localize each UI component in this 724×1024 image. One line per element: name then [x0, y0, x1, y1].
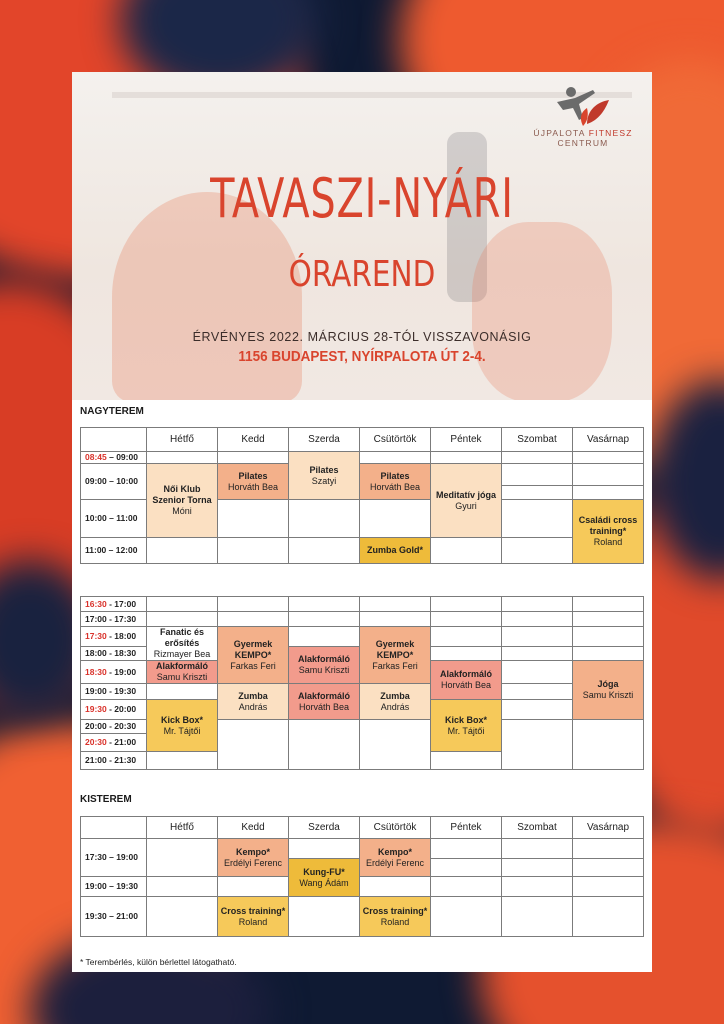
logo-name-part2: FITNESZ	[588, 128, 633, 138]
time-slot: 10:00 – 11:00	[81, 500, 147, 538]
time-slot: 11:00 – 12:00	[81, 538, 147, 564]
class-cell: Alakformáló Samu Kriszti	[147, 661, 218, 684]
class-cell: Női Klub Szenior Torna Móni	[147, 464, 218, 538]
day-header: Szombat	[502, 817, 573, 839]
class-cell: Alakformáló Samu Kriszti	[289, 647, 360, 684]
validity-text: ÉRVÉNYES 2022. MÁRCIUS 28-TÓL VISSZAVONÁSIG	[192, 330, 532, 344]
class-cell: Meditatív jóga Gyuri	[431, 464, 502, 538]
nagyterem-evening-table	[80, 596, 644, 770]
day-header: Péntek	[431, 817, 502, 839]
class-cell: Családi cross training* Roland	[573, 500, 644, 564]
day-header: Szerda	[289, 428, 360, 452]
class-cell: Cross training* Roland	[360, 897, 431, 937]
time-slot: 20:00 - 20:30	[81, 720, 147, 734]
day-header: Kedd	[218, 817, 289, 839]
time-slot: 19:30 – 21:00	[81, 897, 147, 937]
day-header: Péntek	[431, 428, 502, 452]
footnote: * Terembérlés, külön bérlettel látogatható.	[80, 957, 237, 967]
time-slot: 17:30 - 18:00	[81, 627, 147, 647]
time-slot: 19:00 – 19:30	[81, 877, 147, 897]
logo-name-line2: CENTRUM	[557, 138, 609, 148]
class-cell: Alakformáló Horváth Bea	[289, 684, 360, 720]
day-header: Kedd	[218, 428, 289, 452]
day-header: Vasárnap	[573, 817, 644, 839]
class-cell: Kempo* Erdélyi Ferenc	[360, 839, 431, 877]
time-slot: 09:00 – 10:00	[81, 464, 147, 500]
class-cell: Alakformáló Horváth Bea	[431, 661, 502, 700]
time-slot: 17:00 - 17:30	[81, 612, 147, 627]
logo-name-part1: ÚJPALOTA	[533, 128, 589, 138]
class-cell: Kempo* Erdélyi Ferenc	[218, 839, 289, 877]
class-cell: Cross training* Roland	[218, 897, 289, 937]
time-slot: 21:00 - 21:30	[81, 752, 147, 770]
time-slot: 08:45 – 09:00	[81, 452, 147, 464]
page-title: TAVASZI-NYÁRI	[210, 167, 514, 230]
gym-logo	[528, 84, 638, 148]
day-header: Csütörtök	[360, 817, 431, 839]
day-header: Szombat	[502, 428, 573, 452]
time-slot: 19:00 - 19:30	[81, 684, 147, 700]
class-cell: Jóga Samu Kriszti	[573, 661, 644, 720]
class-cell: Fanatic és erősítés Rizmayer Bea	[147, 627, 218, 661]
class-cell: Pilates Horváth Bea	[218, 464, 289, 500]
nagyterem-label: NAGYTEREM	[80, 406, 144, 417]
class-cell: Zumba András	[360, 684, 431, 720]
class-cell: Kung-FU* Wang Ádám	[289, 859, 360, 897]
time-slot: 17:30 – 19:00	[81, 839, 147, 877]
address-text: 1156 BUDAPEST, NYÍRPALOTA ÚT 2-4.	[238, 348, 486, 365]
day-header: Hétfő	[147, 817, 218, 839]
kisterem-label: KISTEREM	[80, 794, 132, 805]
day-header: Szerda	[289, 817, 360, 839]
header-row	[81, 428, 644, 452]
day-header: Csütörtök	[360, 428, 431, 452]
nagyterem-morning-table	[80, 427, 644, 564]
time-slot: 18:00 - 18:30	[81, 647, 147, 661]
time-slot: 18:30 - 19:00	[81, 661, 147, 684]
day-header: Hétfő	[147, 428, 218, 452]
class-cell: Zumba Gold*	[360, 538, 431, 564]
header-row	[81, 817, 644, 839]
time-slot: 19:30 - 20:00	[81, 700, 147, 720]
time-slot: 16:30 - 17:00	[81, 597, 147, 612]
day-header: Vasárnap	[573, 428, 644, 452]
class-cell: Kick Box* Mr. Tájtői	[431, 700, 502, 752]
class-cell: Gyermek KEMPO* Farkas Feri	[218, 627, 289, 684]
time-slot: 20:30 - 21:00	[81, 734, 147, 752]
schedule-poster	[72, 72, 652, 972]
class-cell: Gyermek KEMPO* Farkas Feri	[360, 627, 431, 684]
class-cell: Kick Box* Mr. Tájtői	[147, 700, 218, 752]
kisterem-table	[80, 816, 644, 937]
class-cell: Pilates Szatyi	[289, 452, 360, 500]
class-cell: Zumba András	[218, 684, 289, 720]
page-subtitle: ÓRAREND	[288, 254, 436, 295]
gymnast-logo-icon	[553, 84, 613, 128]
class-cell: Pilates Horváth Bea	[360, 464, 431, 500]
